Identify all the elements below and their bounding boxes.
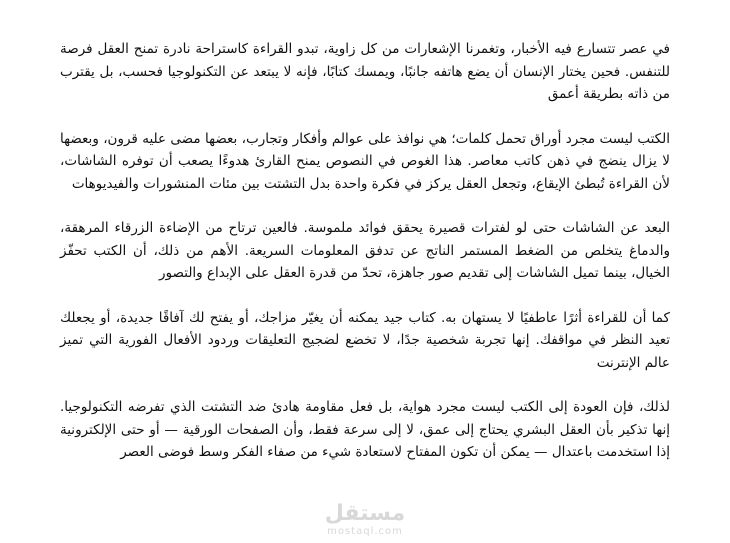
mostaql-watermark (0, 502, 730, 538)
paragraph-3: البعد عن الشاشات حتى لو لفترات قصيرة يحقق فوائد ملموسة. فالعين ترتاح من الإضاءة الزرقاء المرهقة، والدماغ يتخلص من الضغط المستمر الناتج عن تدفق المعلومات السريعة. الأهم من ذلك، أن الكتب تحفّز الخيال، بينما تميل الشاشات إلى تقديم صور جاهزة، تحدّ من قدرة العقل على الإبداع والتصور (60, 220, 670, 281)
paragraph-5: لذلك، فإن العودة إلى الكتب ليست مجرد هواية، بل فعل مقاومة هادئ ضد التشتت الذي تفرضه التكنولوجيا. إنها تذكير بأن العقل البشري يحتاج إلى عمق، لا إلى سرعة فقط، وأن الصفحات الورقية — أو حتى الإلكترونية إذا استخدمت باعتدال — يمكن أن تكون المفتاح لاستعادة شيء من صفاء الفكر وسط فوضى العصر (60, 399, 670, 460)
paragraph-1: في عصر تتسارع فيه الأخبار، وتغمرنا الإشعارات من كل زاوية، تبدو القراءة كاستراحة نادرة تمنح العقل فرصة للتنفس. فحين يختار الإنسان أن يضع هاتفه جانبًا، ويمسك كتابًا، فإنه لا يبتعد عن التكنولوجيا فحسب، بل يقترب من ذاته بطريقة أعمق (60, 41, 670, 102)
paragraph-2: الكتب ليست مجرد أوراق تحمل كلمات؛ هي نوافذ على عوالم وأفكار وتجارب، بعضها مضى عليه قرون، وبعضها لا يزال ينضج في ذهن كاتب معاصر. هذا الغوص في النصوص يمنح القارئ هدوءًا يصعب أن توفره الشاشات، لأن القراءة تُبطئ الإيقاع، وتجعل العقل يركز في فكرة واحدة بدل التشتت بين مئات المنشورات والفيديوهات (60, 130, 670, 192)
paragraph-4: كما أن للقراءة أثرًا عاطفيًا لا يستهان به. كتاب جيد يمكنه أن يغيّر مزاجك، أو يفتح لك آفاقًا جديدة، أو يجعلك تعيد النظر في مواقفك. إنها تجربة شخصية جدًا، لا تخضع لضجيج التعليقات وردود الأفعال الفورية التي تميز عالم الإنترنت (60, 309, 670, 371)
watermark-arabic-text: مستقل (324, 501, 406, 526)
watermark-latin-text: mostaql.com (327, 526, 403, 537)
article-body (60, 38, 670, 486)
